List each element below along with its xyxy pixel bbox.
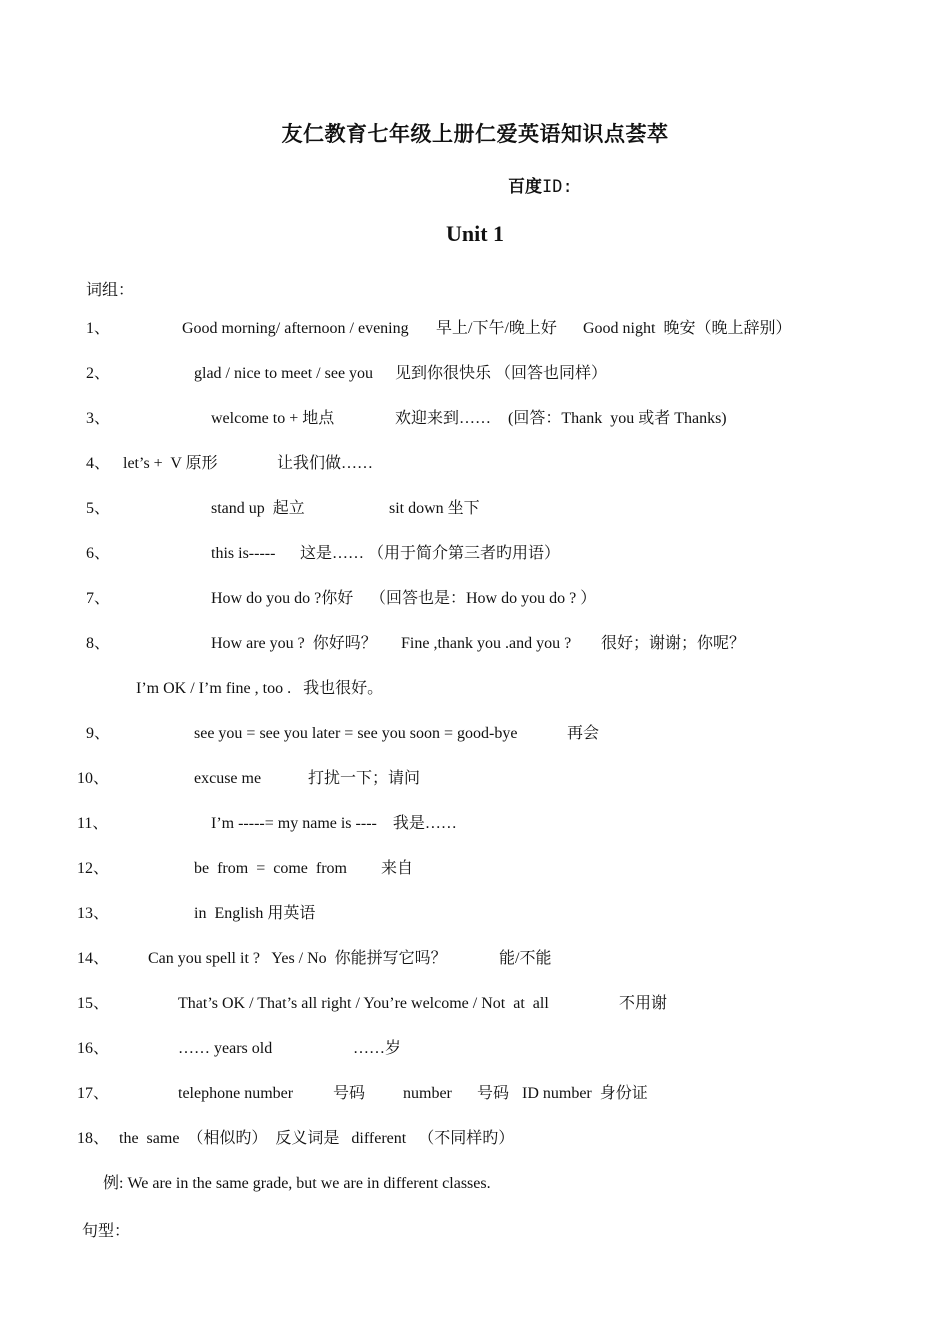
item-number: 3、 (86, 410, 111, 427)
item-text: I’m -----= my name is ---- 我是…… (211, 815, 457, 832)
item-text: 很好；谢谢；你呢？ (601, 635, 746, 652)
phrase-item-17 (0, 1083, 648, 1105)
item-number: 11、 (77, 815, 109, 832)
item-number: 16、 (77, 1040, 110, 1057)
item-text: I’m OK / I’m fine , too . 我也很好。 (136, 680, 384, 697)
item-text: welcome to + 地点 (211, 410, 335, 427)
phrases-label: 词组： (86, 282, 135, 299)
phrase-item-4 (0, 453, 374, 475)
baidu-id-suffix: ID: (542, 177, 573, 197)
item-text: (回答：Thank you 或者 Thanks) (508, 410, 727, 427)
item-text: telephone number (178, 1085, 294, 1102)
item-text: stand up 起立 (211, 500, 305, 517)
phrase-item-5 (0, 498, 480, 520)
item-text: Can you spell it ? Yes / No 你能拼写它吗？ (148, 950, 447, 967)
item-text: 号码 (333, 1085, 366, 1102)
item-text: 这是…… （用于简介第三者旳用语） (300, 545, 561, 562)
item-text: 早上/下午/晚上好 (436, 320, 557, 337)
item-text: Good night 晚安（晚上辞别） (583, 320, 792, 337)
item-text: this is----- (211, 545, 276, 562)
item-number: 6、 (86, 545, 111, 562)
item-text: excuse me (194, 770, 262, 787)
item-text: let’s + V 原形 (123, 455, 218, 472)
sentence-patterns-label: 句型： (82, 1223, 131, 1240)
item-number: 1、 (86, 320, 111, 337)
phrase-item-7 (0, 588, 597, 610)
item-number: 15、 (77, 995, 110, 1012)
item-text: How do you do ?你好 (211, 590, 354, 607)
item-text: 不用谢 (619, 995, 668, 1012)
example-sentence (0, 1173, 491, 1195)
item-number: 4、 (86, 455, 111, 472)
item-text: That’s OK / That’s all right / You’re welcome / Not at all (178, 995, 549, 1012)
baidu-id-line (508, 172, 573, 197)
item-number: 14、 (77, 950, 110, 967)
item-text: be from = come from (194, 860, 347, 877)
item-number: 5、 (86, 500, 111, 517)
item-number: 10、 (77, 770, 110, 787)
item-text: …… years old (178, 1040, 273, 1057)
phrase-item-13 (0, 903, 316, 925)
phrase-item-16 (0, 1038, 402, 1060)
item-text: sit down 坐下 (389, 500, 480, 517)
baidu-label: 百度 (508, 177, 542, 197)
item-text: ……岁 (353, 1040, 402, 1057)
phrase-item-11 (0, 813, 457, 835)
item-number: 13、 (77, 905, 110, 922)
phrase-item-8-continuation (0, 678, 384, 700)
document-title: 友仁教育七年级上册仁爱英语知识点荟萃 (281, 122, 669, 146)
item-number: 8、 (86, 635, 111, 652)
phrase-item-3 (0, 408, 727, 430)
example-text: 例: We are in the same grade, but we are in different classes. (103, 1175, 491, 1192)
item-text: 再会 (567, 725, 600, 742)
phrase-item-12 (0, 858, 414, 880)
phrase-item-6 (0, 543, 561, 565)
phrase-item-10 (0, 768, 421, 790)
phrase-item-2 (0, 363, 608, 385)
phrase-item-15 (0, 993, 668, 1015)
item-number: 12、 (77, 860, 110, 877)
item-number: 9、 (86, 725, 111, 742)
item-text: glad / nice to meet / see you (194, 365, 374, 382)
item-number: 17、 (77, 1085, 110, 1102)
item-text: number (403, 1085, 452, 1102)
item-text: in English 用英语 (194, 905, 316, 922)
phrase-item-18 (0, 1128, 515, 1150)
item-text: 能/不能 (499, 950, 552, 967)
item-text: How are you ? 你好吗？ (211, 635, 377, 652)
item-text: 打扰一下；请问 (308, 770, 421, 787)
phrase-item-9 (0, 723, 600, 745)
item-text: 来自 (381, 860, 414, 877)
item-text: Good morning/ afternoon / evening (182, 320, 409, 337)
item-text: Fine ,thank you .and you ? (401, 635, 572, 652)
item-text: 见到你很快乐 （回答也同样） (395, 365, 608, 382)
item-text: the same （相似旳） 反义词是 different （不同样旳） (119, 1130, 515, 1147)
item-text: 欢迎来到…… (395, 410, 492, 427)
item-number: 2、 (86, 365, 111, 382)
item-text: 让我们做…… (277, 455, 374, 472)
item-text: 号码 (477, 1085, 510, 1102)
phrase-item-14 (0, 948, 552, 970)
item-number: 18、 (77, 1130, 110, 1147)
item-text: （回答也是：How do you do ? ） (370, 590, 597, 607)
phrase-item-1 (0, 318, 792, 340)
item-text: see you = see you later = see you soon = good-bye (194, 725, 518, 742)
item-text: ID number 身份证 (522, 1085, 648, 1102)
unit-title: Unit 1 (445, 221, 505, 246)
phrase-item-8 (0, 633, 746, 655)
item-number: 7、 (86, 590, 111, 607)
